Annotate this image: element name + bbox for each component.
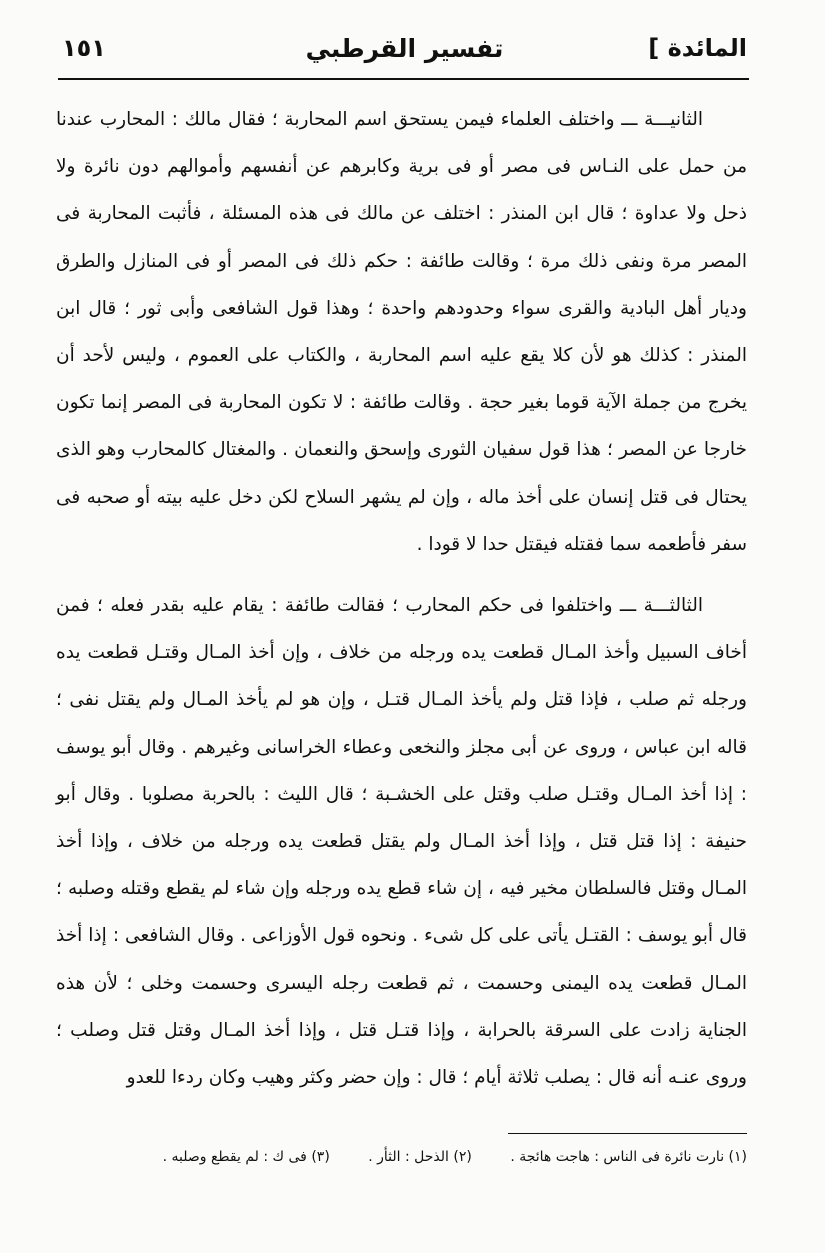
header-divider — [58, 78, 749, 80]
footnote-divider — [508, 1133, 747, 1134]
chapter-name: المائدة ] — [648, 34, 747, 62]
book-title: تفسير القرطبي — [305, 34, 504, 63]
main-text — [56, 96, 747, 1101]
paragraph-third-issue: الثالثـــة ـــ واختلفوا فى حكم المحارب ؛ فقالت طائفة : يقام عليه بقدر فعله ؛ فمن أخاف السبيل وأخذ المـال قطعت يده ورجله من خلاف ، وإن أخذ المـال وقتـل قطعت يده ورجله ثم صلب ، فإذا قتل ولم يأخذ المـال قتـل ، وإن هو لم يأخذ المـال ولم يقتل نفى ؛ قاله ابن عباس ، وروى عن أبى مجلز والنخعى وعطاء الخراسانى وغيرهم . وقال أبو يوسف : إذا أخذ المـال وقتـل صلب وقتل على الخشـبة ؛ قال الليث : بالحربة مصلوبا . وقال أبو حنيفة : إذا قتل قتل ، وإذا أخذ المـال ولم يقتل قطعت يده ورجله من خلاف ، وإذا أخذ المـال وقتل فالسلطان مخير فيه ، إن شاء قطع يده ورجله وإن شاء لم يقطع وقتله وصلبه ؛ قال أبو يوسف : القتـل يأتى على كل شىء . ونحوه قول الأوزاعى . وقال الشافعى : إذا أخذ المـال قطعت يده اليمنى وحسمت ، ثم قطعت رجله اليسرى وحسمت وخلى ؛ لأن هذه الجناية زادت على السرقة بالحرابة ، وإذا قتـل قتل ، وإذا أخذ المـال وقتل قتل وصلب ؛ وروى عنـه أنه قال : يصلب ثلاثة أيام ؛ قال : وإن حضر وكثر وهيب وكان ردءا للعدو — [56, 595, 747, 1089]
page-number: ١٥١ — [62, 34, 106, 62]
running-header — [62, 30, 747, 76]
footnote-3: (٣) فى ك : لم يقطع وصلبه . — [162, 1149, 330, 1165]
footnote-2: (٢) الذحل : الثأر . — [368, 1149, 472, 1165]
footnote-1: (١) نارت نائرة فى الناس : هاجت هائجة . — [510, 1149, 747, 1165]
paragraph-second-issue: الثانيـــة ـــ واختلف العلماء فيمن يستحق اسم المحاربة ؛ فقال مالك : المحارب عندنا من حمل على النـاس فى مصر أو فى برية وكابرهم عن أنفسهم وأموالهم دون نائرة ولا ذحل ولا عداوة ؛ قال ابن المنذر : اختلف عن مالك فى هذه المسئلة ، فأثبت المحاربة فى المصر مرة ونفى ذلك مرة ؛ وقالت طائفة : حكم ذلك فى المصر أو فى المنازل والطرق وديار أهل البادية والقرى سواء وحدودهم واحدة ؛ وهذا قول الشافعى وأبى ثور ؛ قال ابن المنذر : كذلك هو لأن كلا يقع عليه اسم المحاربة ، والكتاب على العموم ، وليس لأحد أن يخرج من جملة الآية قوما بغير حجة . وقالت طائفة : لا تكون المحاربة فى المصر إنما تكون خارجا عن المصر ؛ هذا قول سفيان الثورى وإسحق والنعمان . والمغتال كالمحارب وهو الذى يحتال فى قتل إنسان على أخذ ماله ، وإن لم يشهر السلاح لكن دخل عليه بيته أو صحبه فى سفر فأطعمه سما فقتله فيقتل حدا لا قودا . — [56, 109, 747, 555]
footnotes — [80, 1145, 747, 1169]
